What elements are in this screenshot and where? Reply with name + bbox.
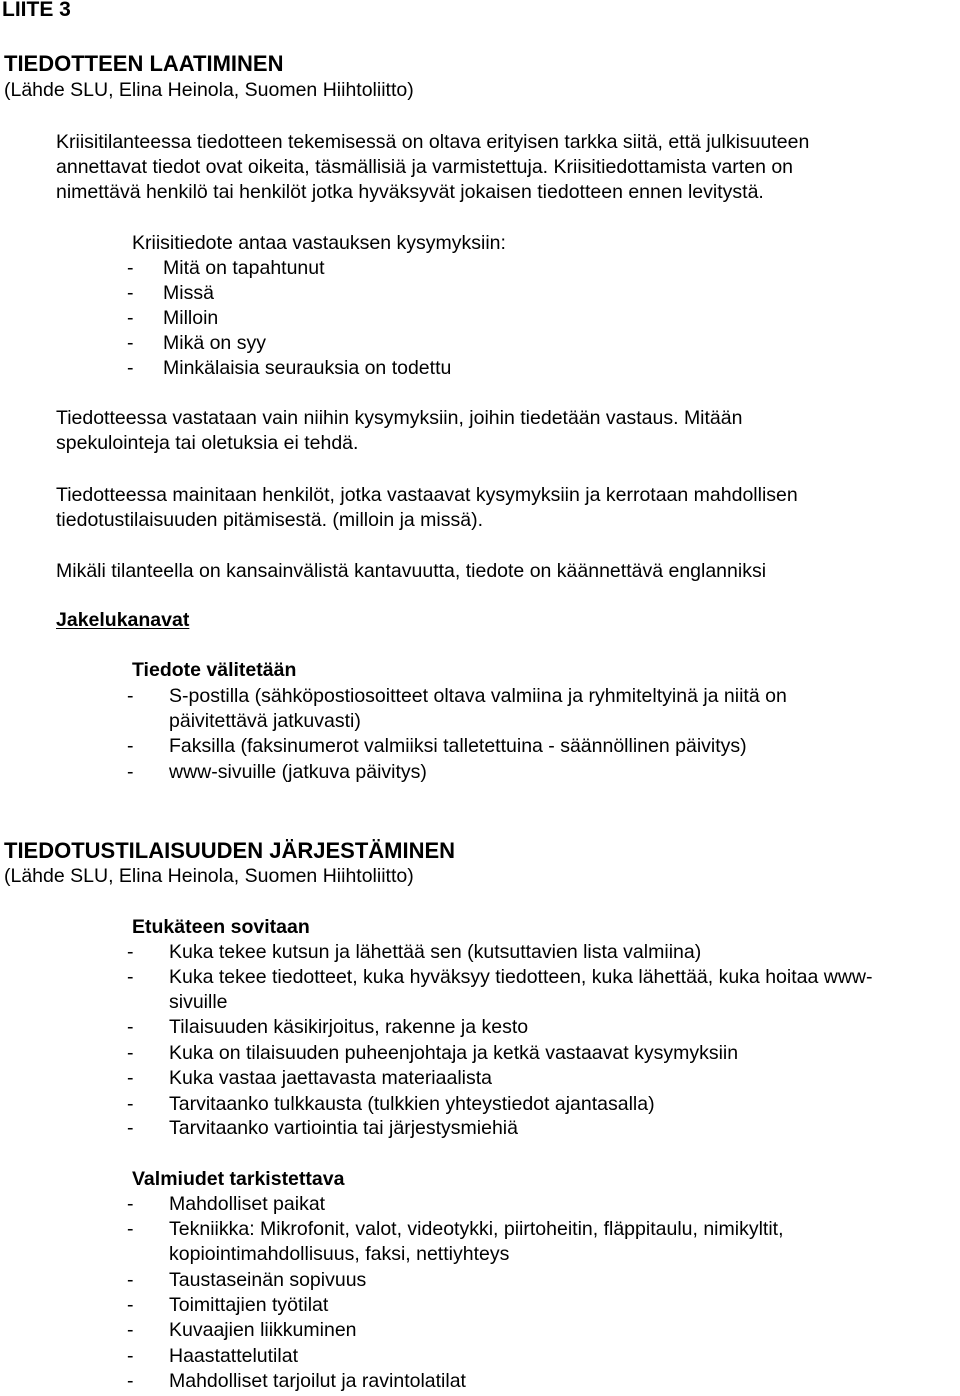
appendix-label: LIITE 3 bbox=[2, 0, 71, 21]
source-line: (Lähde SLU, Elina Heinola, Suomen Hiihtoliitto) bbox=[4, 79, 414, 101]
questions-heading: Kriisitiedote antaa vastauksen kysymyksiin: bbox=[132, 232, 506, 254]
forwarded-heading: Tiedote välitetään bbox=[132, 659, 297, 681]
intro-line: annettavat tiedot ovat oikeita, täsmällisiä ja varmistettuja. Kriisitiedottamista varten on bbox=[56, 156, 794, 178]
section-title: TIEDOTTEEN LAATIMINEN bbox=[4, 51, 284, 76]
source-line: (Lähde SLU, Elina Heinola, Suomen Hiihtoliitto) bbox=[4, 865, 414, 887]
check-heading: Valmiudet tarkistettava bbox=[132, 1168, 345, 1190]
channels-heading: Jakelukanavat bbox=[56, 609, 190, 631]
list-item-continuation: päivitettävä jatkuvasti) bbox=[169, 710, 361, 732]
agree-heading: Etukäteen sovitaan bbox=[132, 916, 310, 938]
list-item-continuation: sivuille bbox=[169, 991, 228, 1013]
section-title: TIEDOTUSTILAISUUDEN JÄRJESTÄMINEN bbox=[4, 838, 456, 863]
paragraph-line: spekulointeja tai oletuksia ei tehdä. bbox=[56, 432, 359, 454]
paragraph-line: Tiedotteessa mainitaan henkilöt, jotka vastaavat kysymyksiin ja kerrotaan mahdollisen bbox=[56, 484, 798, 506]
paragraph-line: Tiedotteessa vastataan vain niihin kysymyksiin, joihin tiedetään vastaus. Mitään bbox=[56, 407, 743, 429]
paragraph-line: tiedotustilaisuuden pitämisestä. (milloin ja missä). bbox=[56, 509, 484, 531]
list-item-continuation: kopiointimahdollisuus, faksi, nettiyhteys bbox=[169, 1243, 510, 1265]
paragraph-line: Mikäli tilanteella on kansainvälistä kantavuutta, tiedote on käännettävä englanniksi bbox=[56, 560, 767, 582]
intro-line: nimettävä henkilö tai henkilöt jotka hyväksyvät jokaisen tiedotteen ennen levitystä. bbox=[56, 181, 764, 203]
intro-line: Kriisitilanteessa tiedotteen tekemisessä on oltava erityisen tarkka siitä, että julkisuuteen bbox=[56, 131, 810, 153]
